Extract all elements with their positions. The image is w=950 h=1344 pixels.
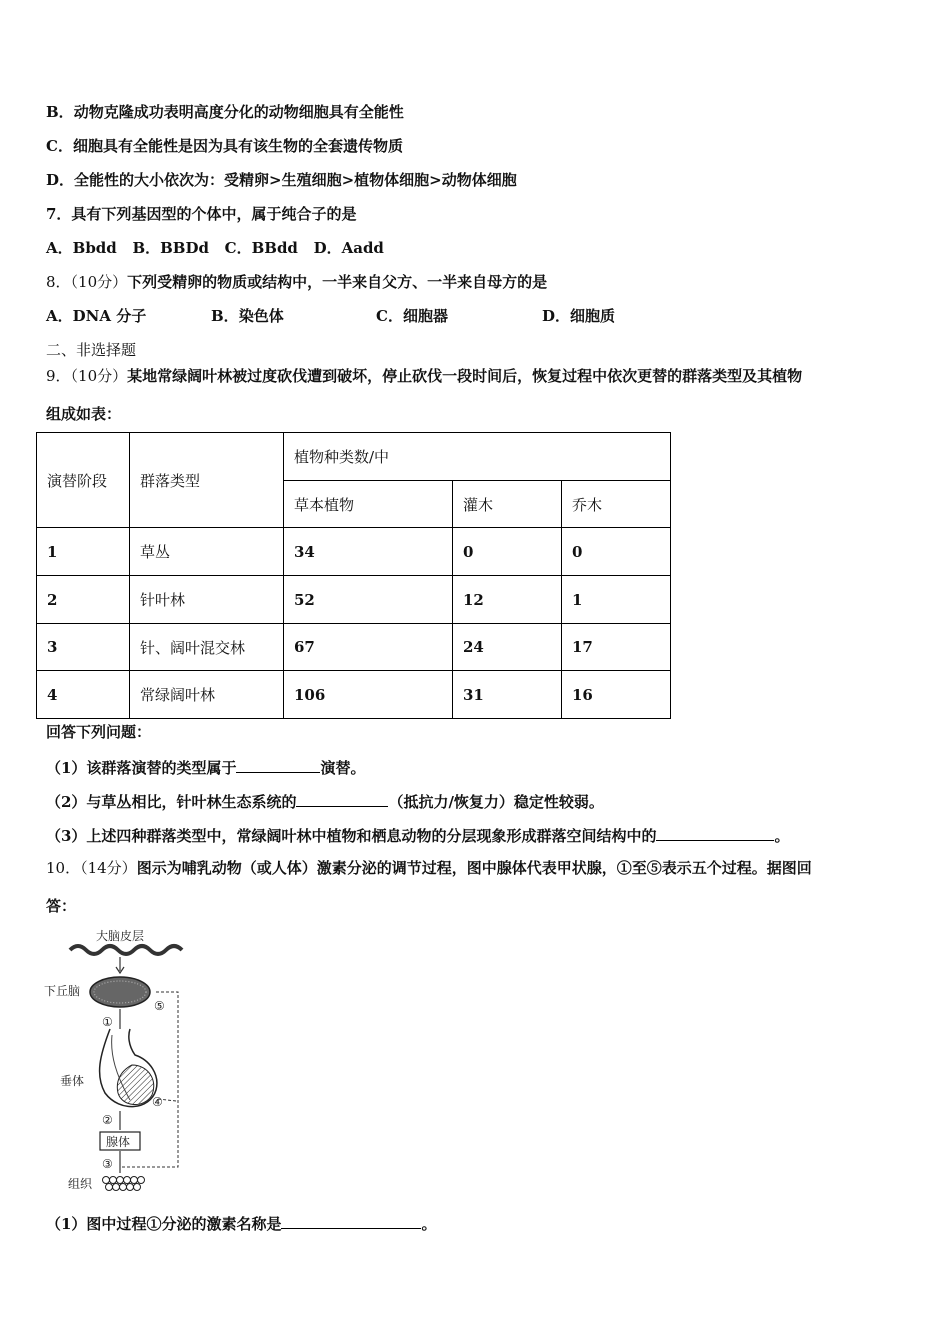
q8-option-a-letter: A． [46, 307, 73, 325]
header-tree: 乔木 [562, 481, 671, 528]
table-row [37, 528, 671, 576]
hypothalamus-label: 下丘脑 [44, 984, 81, 998]
q6-option-d-letter: D． [46, 171, 75, 189]
cell-shrub: 0 [453, 528, 562, 576]
q9-sub3-tail: 。 [774, 827, 790, 845]
q10-stem: 图示为哺乳动物（或人体）激素分泌的调节过程，图中腺体代表甲状腺，①至⑤表示五个过程。据图回 [136, 859, 812, 877]
header-stage: 演替阶段 [37, 433, 130, 528]
cell-type: 常绿阔叶林 [130, 671, 284, 719]
q8-option-d [542, 306, 615, 326]
cell-type: 草丛 [130, 528, 284, 576]
q6-option-d [46, 170, 517, 190]
cell-herb: 67 [284, 624, 453, 671]
cell-stage: 4 [37, 671, 130, 719]
q8-option-b [211, 306, 284, 326]
answer-blank[interactable] [281, 1212, 421, 1229]
q10-stem-line2: 答： [46, 897, 77, 915]
q9-sub3-text: （3）上述四种群落类型中，常绿阔叶林中植物和栖息动物的分层现象形成群落空间结构中的 [46, 827, 657, 845]
q8-option-b-text: 染色体 [238, 307, 284, 325]
table-row [37, 576, 671, 624]
cell-stage: 2 [37, 576, 130, 624]
cortex-band [70, 946, 182, 954]
cell-herb: 106 [284, 671, 453, 719]
header-shrub: 灌木 [453, 481, 562, 528]
q8-option-c [376, 306, 448, 326]
q8-stem: 下列受精卵的物质或结构中，一半来自父方、一半来自母方的是 [127, 273, 548, 291]
cell-tree: 16 [562, 671, 671, 719]
q6-option-b [46, 102, 404, 122]
header-herb: 草本植物 [284, 481, 453, 528]
cell-shrub: 31 [453, 671, 562, 719]
q10-number: 10． [46, 859, 81, 877]
cortex-label: 大脑皮层 [96, 929, 145, 943]
q9-sub2-tail: （抵抗力/恢复力）稳定性较弱。 [388, 793, 604, 811]
cell-type: 针、阔叶混交林 [130, 624, 284, 671]
step2-label: ② [102, 1113, 113, 1127]
q7-stem: 7．具有下列基因型的个体中，属于纯合子的是 [46, 205, 357, 223]
q9-sub1-tail: 演替。 [320, 759, 366, 777]
cell-type: 针叶林 [130, 576, 284, 624]
q8-number: 8． [46, 273, 71, 291]
q9-sub2 [46, 790, 604, 812]
header-species: 植物种类数/中 [284, 433, 671, 481]
step1-label: ① [102, 1015, 113, 1029]
cell-shrub: 24 [453, 624, 562, 671]
header-type: 群落类型 [130, 433, 284, 528]
cell-tree: 17 [562, 624, 671, 671]
q8-option-c-text: 细胞器 [402, 307, 448, 325]
answer-blank[interactable] [296, 790, 388, 807]
table-row [37, 624, 671, 671]
cell-stage: 1 [37, 528, 130, 576]
cell-stage: 3 [37, 624, 130, 671]
q10-score: （14分） [80, 859, 137, 877]
answer-blank[interactable] [236, 756, 320, 773]
q8-option-b-letter: B． [211, 307, 239, 325]
pituitary-label: 垂体 [60, 1074, 85, 1088]
tissue-label: 组织 [68, 1177, 93, 1191]
q9-stem: 某地常绿阔叶林被过度砍伐遭到破坏，停止砍伐一段时间后，恢复过程中依次更替的群落类型及其植物 [127, 367, 803, 385]
cell-herb: 52 [284, 576, 453, 624]
step5-label: ⑤ [154, 999, 165, 1013]
answer-prompt: 回答下列问题： [46, 723, 152, 741]
q9-score: （10分） [70, 367, 128, 385]
table-row [37, 671, 671, 719]
q6-option-b-letter: B． [46, 103, 74, 121]
q9-sub2-text: （2）与草丛相比，针叶林生态系统的 [46, 793, 297, 811]
step4-label: ④ [152, 1095, 163, 1109]
q9-stem-line1 [46, 366, 802, 386]
q10-sub1-tail: 。 [421, 1215, 437, 1233]
q6-option-b-text: 动物克隆成功表明高度分化的动物细胞具有全能性 [73, 103, 404, 121]
q7-options: A．Bbdd B．BBDd C．BBdd D．Aadd [46, 239, 384, 257]
q10-sub1 [46, 1212, 436, 1234]
q6-option-c-text: 细胞具有全能性是因为具有该生物的全套遗传物质 [72, 137, 403, 155]
q8-option-a [46, 306, 146, 326]
step3-label: ③ [102, 1157, 113, 1171]
q8-score: （10分） [70, 273, 128, 291]
q6-option-c [46, 136, 403, 156]
answer-blank[interactable] [656, 824, 774, 841]
q8-option-c-letter: C． [376, 307, 403, 325]
tissue-cells [103, 1177, 145, 1191]
cell-herb: 34 [284, 528, 453, 576]
q9-sub1 [46, 756, 365, 778]
gland-label: 腺体 [106, 1135, 131, 1149]
q6-option-d-text: 全能性的大小依次为：受精卵>生殖细胞>植物体细胞>动物体细胞 [74, 171, 517, 189]
cell-tree: 1 [562, 576, 671, 624]
q6-option-c-letter: C． [46, 137, 73, 155]
succession-table [36, 432, 671, 719]
q9-stem-line2: 组成如表： [46, 405, 122, 423]
q8-option-d-letter: D． [542, 307, 571, 325]
q9-sub3 [46, 824, 789, 846]
endocrine-diagram [40, 925, 210, 1195]
q9-sub1-text: （1）该群落演替的类型属于 [46, 759, 237, 777]
q10-stem-line1 [46, 858, 812, 878]
q8-option-a-text: DNA 分子 [72, 307, 147, 325]
q8-option-d-text: 细胞质 [570, 307, 616, 325]
cell-shrub: 12 [453, 576, 562, 624]
q8-stem-line [46, 272, 547, 292]
q9-number: 9． [46, 367, 71, 385]
cell-tree: 0 [562, 528, 671, 576]
section-title: 二、非选择题 [46, 341, 137, 359]
q10-sub1-text: （1）图中过程①分泌的激素名称是 [46, 1215, 282, 1233]
